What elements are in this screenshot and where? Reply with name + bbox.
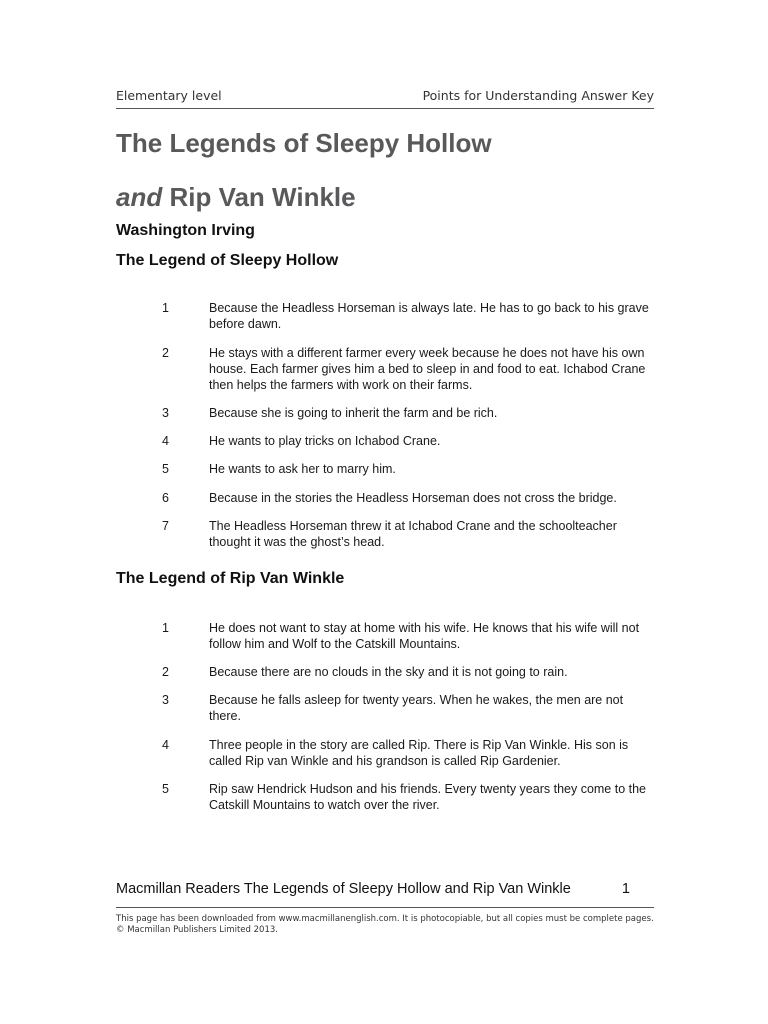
page-number: 1 <box>621 881 630 897</box>
item-number: 7 <box>162 519 169 533</box>
item-text: Because there are no clouds in the sky and it is not going to rain. <box>209 665 568 679</box>
item-text: Because he falls asleep for twenty years. When he wakes, the men are not there. <box>209 693 624 723</box>
item-number: 2 <box>162 665 169 679</box>
legal-notice <box>116 914 656 936</box>
download-notice: This page has been downloaded from www.macmillanenglish.com. It is photocopiable, but all copies must be complete pages. <box>116 914 654 924</box>
author-name: Washington Irving <box>116 222 255 239</box>
item-text: He stays with a different farmer every week because he does not have his own house. Each farmer gives him a bed to sleep in and food to eat. Ichabod Crane then helps the farmers with work on their farms. <box>209 346 646 392</box>
item-number: 5 <box>162 782 169 796</box>
series-name: Macmillan Readers The Legends of Sleepy Hollow and Rip Van Winkle <box>116 881 571 897</box>
item-text: Because the Headless Horseman is always late. He has to go back to his grave before dawn. <box>209 301 649 331</box>
item-text: He wants to ask her to marry him. <box>209 462 396 476</box>
title-rip-van-winkle: Rip Van Winkle <box>162 182 356 212</box>
item-number: 3 <box>162 693 169 707</box>
item-number: 6 <box>162 491 169 505</box>
item-text: He does not want to stay at home with his wife. He knows that his wife will not follow him and Wolf to the Catskill Mountains. <box>209 621 640 651</box>
section-heading-rip-van-winkle: The Legend of Rip Van Winkle <box>116 570 345 587</box>
copyright-notice: © Macmillan Publishers Limited 2013. <box>116 925 278 935</box>
item-number: 4 <box>162 738 169 752</box>
item-number: 4 <box>162 434 169 448</box>
item-text: Three people in the story are called Rip. There is Rip Van Winkle. His son is called Rip van Winkle and his grandson is called Rip Gardenier. <box>209 738 629 768</box>
item-number: 2 <box>162 346 169 360</box>
section-heading-sleepy-hollow: The Legend of Sleepy Hollow <box>116 252 339 269</box>
item-number: 1 <box>162 301 169 315</box>
item-number: 3 <box>162 406 169 420</box>
title-and: and <box>116 182 163 212</box>
item-text: The Headless Horseman threw it at Ichabod Crane and the schoolteacher thought it was the ghost’s head. <box>209 519 617 549</box>
book-title-line1: The Legends of Sleepy Hollow <box>116 128 492 158</box>
item-text: Rip saw Hendrick Hudson and his friends. Every twenty years they come to the Catskill Mountains to watch over the river. <box>209 782 647 812</box>
item-number: 5 <box>162 462 169 476</box>
item-text: Because she is going to inherit the farm and be rich. <box>209 406 498 420</box>
book-title-line2 <box>116 182 356 213</box>
answer-key-label: Points for Understanding Answer Key <box>422 88 654 103</box>
footer-series-title <box>116 881 654 908</box>
item-number: 1 <box>162 621 169 635</box>
item-text: Because in the stories the Headless Horseman does not cross the bridge. <box>209 491 617 505</box>
page-header <box>116 88 654 109</box>
level-label: Elementary level <box>116 88 222 103</box>
item-text: He wants to play tricks on Ichabod Crane. <box>209 434 441 448</box>
